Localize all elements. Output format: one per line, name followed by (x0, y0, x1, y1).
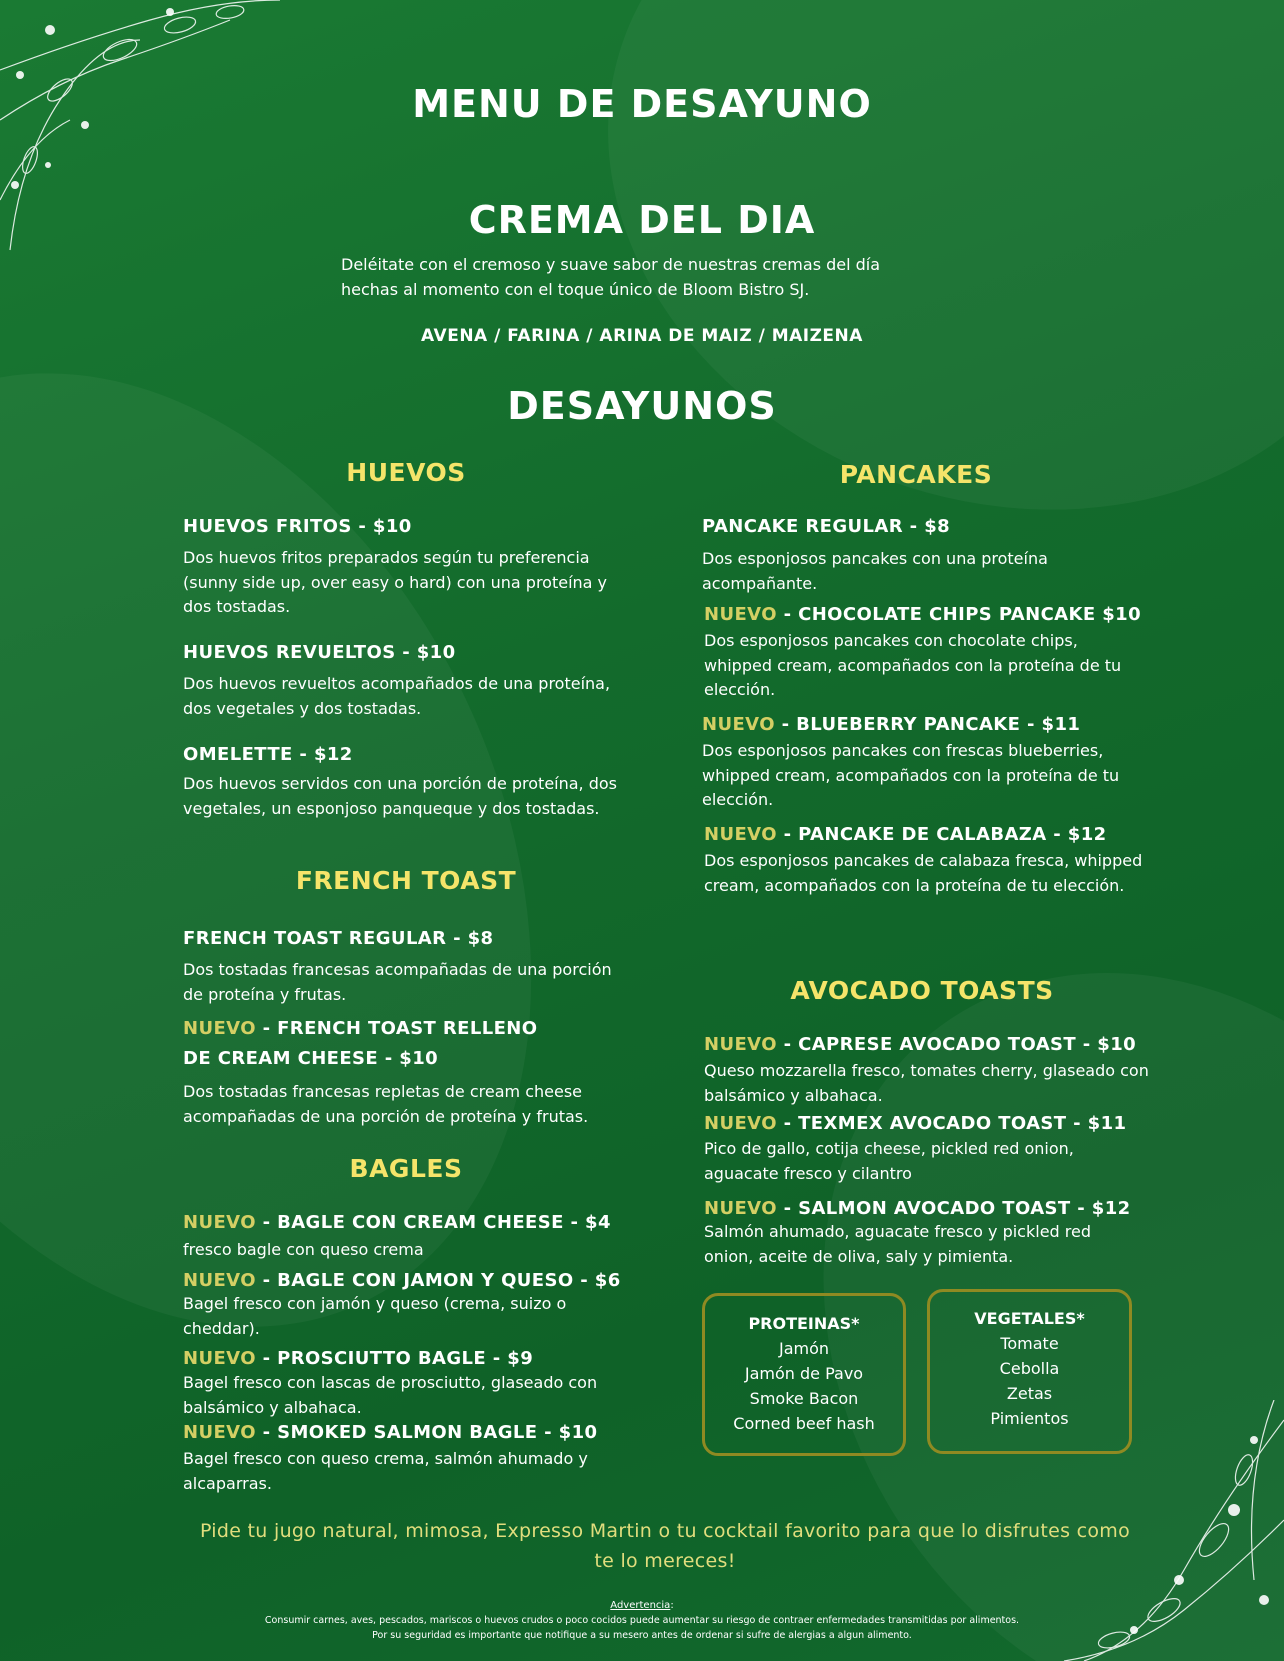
closing-message (180, 1516, 1150, 1576)
menu-item-title (704, 600, 1141, 629)
nuevo-tag: NUEVO (704, 1034, 777, 1055)
proteina-item: Jamón de Pavo (744, 1364, 864, 1383)
nuevo-tag: NUEVO (183, 1348, 256, 1369)
menu-item-description: Dos esponjosos pancakes con frescas blueberries, whipped cream, acompañados con la proteína de tu elección. (702, 741, 1120, 809)
page-title: MENU DE DESAYUNO (412, 82, 872, 126)
menu-item-description: Dos tostadas francesas repletas de cream cheese acompañadas de una porción de proteína y frutas. (183, 1082, 589, 1126)
menu-item-description: Dos esponjosos pancakes con una proteína acompañante. (702, 549, 1048, 593)
proteinas-heading: PROTEINAS* (748, 1314, 860, 1333)
vegetal-item: Cebolla (999, 1359, 1060, 1378)
vegetal-item: Zetas (1006, 1384, 1053, 1403)
menu-item-title: HUEVOS REVUELTOS - $10 (183, 642, 456, 663)
nuevo-tag: NUEVO (183, 1270, 256, 1291)
proteinas-box (702, 1293, 906, 1456)
nuevo-tag: NUEVO (704, 604, 777, 625)
menu-item-description: fresco bagle con queso crema (183, 1240, 424, 1259)
menu-item-name: - TEXMEX AVOCADO TOAST - $11 (776, 1113, 1127, 1134)
nuevo-tag: NUEVO (702, 714, 775, 735)
menu-item-description: Salmón ahumado, aguacate fresco y pickled red onion, aceite de oliva, saly y pimienta. (704, 1222, 1091, 1266)
warning-heading (0, 1600, 1284, 1611)
warning-title: Advertencia (610, 1600, 671, 1611)
closing-line: te lo mereces! (594, 1550, 736, 1572)
menu-item-name: - PANCAKE DE CALABAZA - $12 (776, 824, 1107, 845)
warning-line: Por su seguridad es importante que notifique a su mesero antes de ordenar si sufre de alergias a algun alimento. (372, 1630, 912, 1641)
vegetal-item: Pimientos (990, 1409, 1069, 1428)
menu-item-description: Bagel fresco con lascas de prosciutto, glaseado con balsámico y albahaca. (183, 1373, 598, 1417)
menu-item-name: - BAGLE CON JAMON Y QUESO - $6 (255, 1270, 621, 1291)
menu-item-title (183, 1266, 621, 1295)
menu-item-description: Dos huevos revueltos acompañados de una proteína, dos vegetales y dos tostadas. (183, 674, 611, 718)
proteina-item: Jamón (778, 1339, 830, 1358)
nuevo-tag: NUEVO (183, 1018, 256, 1039)
menu-item-name: - BAGLE CON CREAM CHEESE - $4 (255, 1212, 611, 1233)
menu-item-title: DE CREAM CHEESE - $10 (183, 1048, 439, 1069)
menu-item-title (704, 820, 1107, 849)
vegetales-box (927, 1289, 1132, 1454)
menu-item-description: Dos huevos servidos con una porción de proteína, dos vegetales, un esponjoso panqueque y dos tostadas. (183, 774, 618, 818)
avocado-toasts-heading: AVOCADO TOASTS (790, 976, 1054, 1005)
menu-item-title (704, 1194, 1131, 1223)
crema-section-title: CREMA DEL DIA (468, 198, 816, 242)
nuevo-tag: NUEVO (183, 1422, 256, 1443)
menu-item-title: FRENCH TOAST REGULAR - $8 (183, 928, 494, 949)
nuevo-tag: NUEVO (704, 1113, 777, 1134)
menu-item-description: Dos tostadas francesas acompañadas de una porción de proteína y frutas. (183, 960, 612, 1004)
menu-item-title: HUEVOS FRITOS - $10 (183, 516, 412, 537)
french-toast-heading: FRENCH TOAST (295, 866, 517, 895)
nuevo-tag: NUEVO (704, 1198, 777, 1219)
menu-item-name: - FRENCH TOAST RELLENO (255, 1018, 538, 1039)
proteina-item: Corned beef hash (733, 1414, 875, 1433)
menu-item-description: Dos huevos fritos preparados según tu preferencia (sunny side up, over easy o hard) con una proteína y dos tostadas. (183, 548, 608, 616)
menu-item-title (183, 1208, 611, 1237)
warning-title-suffix: : (670, 1600, 674, 1611)
warning-line: Consumir carnes, aves, pescados, mariscos o huevos crudos o poco cocidos puede aumentar su riesgo de contraer enfermedades transmitidas por alimentos. (264, 1615, 1020, 1626)
vegetales-heading: VEGETALES* (974, 1309, 1085, 1328)
menu-item-description: Dos esponjosos pancakes de calabaza fresca, whipped cream, acompañados con la proteína de tu elección. (704, 851, 1143, 895)
menu-item-title (704, 1109, 1126, 1138)
menu-item-title: OMELETTE - $12 (183, 744, 353, 765)
menu-item-description: Bagel fresco con jamón y queso (crema, suizo o cheddar). (183, 1294, 567, 1338)
menu-item-title (183, 1014, 537, 1043)
menu-item-description: Bagel fresco con queso crema, salmón ahumado y alcaparras. (183, 1449, 588, 1493)
menu-item-description: Pico de gallo, cotija cheese, pickled red onion, aguacate fresco y cilantro (704, 1139, 1074, 1183)
crema-description-line: hechas al momento con el toque único de Bloom Bistro SJ. (341, 280, 810, 299)
menu-item-name: - CAPRESE AVOCADO TOAST - $10 (776, 1034, 1137, 1055)
pancakes-heading: PANCAKES (839, 460, 993, 489)
vegetal-item: Tomate (1000, 1334, 1059, 1353)
closing-line: Pide tu jugo natural, mimosa, Expresso Martin o tu cocktail favorito para que lo disfrutes como (199, 1520, 1131, 1542)
menu-item-name: - SALMON AVOCADO TOAST - $12 (776, 1198, 1131, 1219)
crema-description-line: Deléitate con el cremoso y suave sabor de nuestras cremas del día (341, 255, 881, 274)
menu-item-title (183, 1344, 533, 1373)
menu-item-description: Queso mozzarella fresco, tomates cherry, glaseado con balsámico y albahaca. (704, 1061, 1149, 1105)
crema-options: AVENA / FARINA / ARINA DE MAIZ / MAIZENA (421, 326, 863, 346)
menu-item-title: PANCAKE REGULAR - $8 (702, 516, 951, 537)
huevos-heading: HUEVOS (346, 458, 466, 487)
bagles-heading: BAGLES (349, 1154, 463, 1183)
menu-item-title (704, 1030, 1136, 1059)
menu-item-name: - CHOCOLATE CHIPS PANCAKE $10 (776, 604, 1141, 625)
nuevo-tag: NUEVO (704, 824, 777, 845)
proteina-item: Smoke Bacon (749, 1389, 859, 1408)
desayunos-section-title: DESAYUNOS (507, 384, 777, 428)
menu-item-title (183, 1418, 597, 1447)
menu-item-name: - BLUEBERRY PANCAKE - $11 (774, 714, 1081, 735)
crema-description (341, 252, 961, 302)
menu-item-name: - PROSCIUTTO BAGLE - $9 (255, 1348, 534, 1369)
menu-item-description: Dos esponjosos pancakes con chocolate chips, whipped cream, acompañados con la proteína de tu elección. (704, 631, 1122, 699)
menu-item-name: - SMOKED SALMON BAGLE - $10 (255, 1422, 598, 1443)
menu-item-title (702, 710, 1080, 739)
nuevo-tag: NUEVO (183, 1212, 256, 1233)
